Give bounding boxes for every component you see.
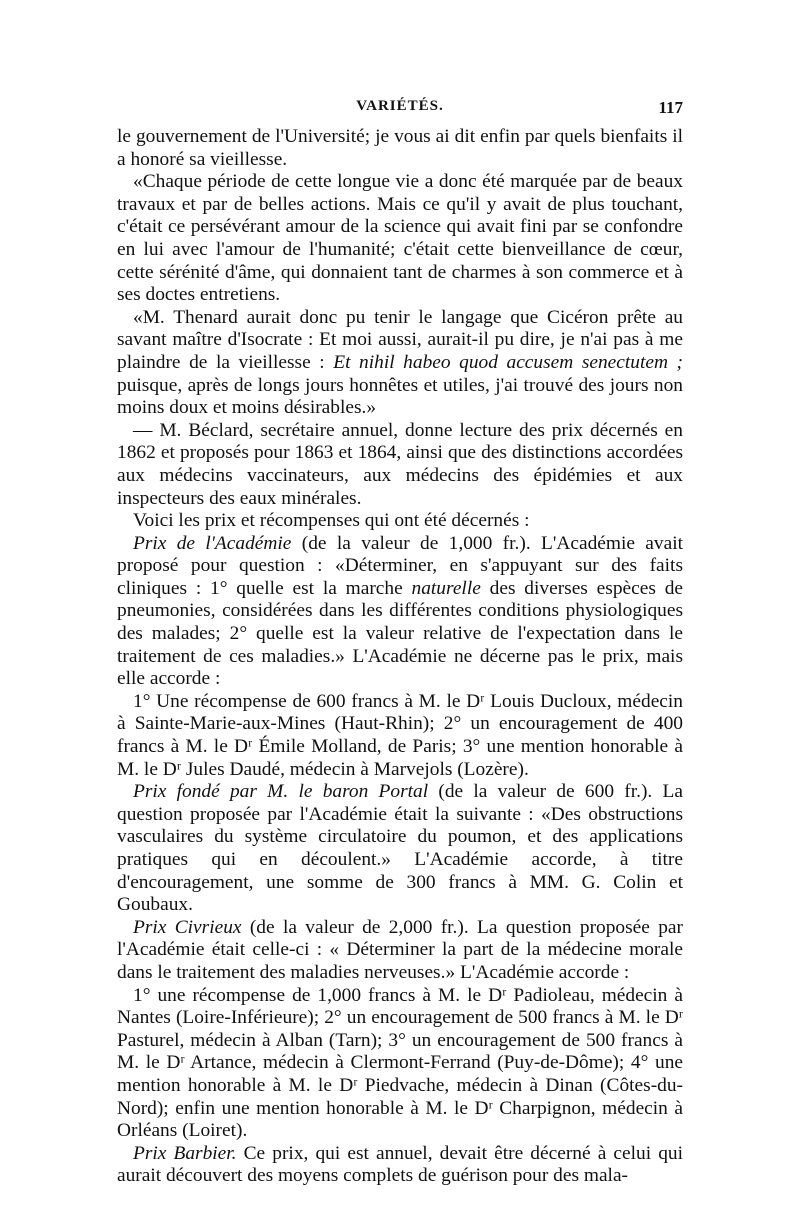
text-run: Voici les prix et récompenses qui ont été décernés : [133,510,530,532]
paragraph [117,781,683,917]
paragraph [117,420,683,510]
text-run: «M. Thenard aurait donc pu tenir le langage que Cicéron prête au savant maître d'Isocrate : Et moi aussi, aurait-il pu dire, je n'ai pas à me plaindre de la vieillesse : [117,306,683,373]
paragraph [117,533,683,691]
page-number: 117 [658,98,683,117]
text-run: le gouvernement de l'Université; je vous ai dit enfin par quels bienfaits il a honoré sa vieillesse. [117,126,683,170]
italic-text: Prix de l'Académie [133,532,292,554]
paragraph [117,307,683,420]
text-run: puisque, après de longs jours honnêtes et utiles, j'ai trouvé des jours non moins doux et moins désirables.» [117,374,683,419]
text-run: des diverses espèces de pneumonies, considérées dans les différentes conditions physiologiques des malades; 2° quelle est la valeur relative de l'expectation dans le traitement de ces maladies.» L'Académie ne décerne pas le prix, mais elle accorde : [117,577,683,690]
text-run: (de la valeur de 600 fr.). La question proposée par l'Académie était la suivante : «Des obstructions vasculaires du système circulatoire du poumon, et des applications pratiques qui en découlent.» L'Académie accorde, à titre d'encouragement, une somme de 300 francs à MM. G. Colin et Goubaux. [117,781,683,916]
italic-text: Et nihil habeo quod accusem senectutem ; [333,351,684,373]
page-header [117,98,683,122]
paragraph [117,917,683,985]
text-run: 1° Une récompense de 600 francs à M. le Dʳ Louis Ducloux, médecin à Sainte-Marie-aux-Mines (Haut-Rhin); 2° un encouragement de 400 francs à M. le Dʳ Émile Molland, de Paris; 3° une mention honorable à M. le Dʳ Jules Daudé, médecin à Marvejols (Lozère). [117,690,683,780]
text-run: — M. Béclard, secrétaire annuel, donne lecture des prix décernés en 1862 et proposés pour 1863 et 1864, ainsi que des distinctions accordées aux médecins vaccinateurs, aux médecins des épidémies et aux inspecteurs des eaux minérales. [117,419,683,509]
paragraph [117,171,683,307]
paragraph [117,985,683,1143]
running-title: VARIÉTÉS. [356,98,444,114]
paragraph [117,691,683,781]
text-run: 1° une récompense de 1,000 francs à M. le Dʳ Padioleau, médecin à Nantes (Loire-Inférieure); 2° un encouragement de 500 francs à M. le Dʳ Pasturel, médecin à Alban (Tarn); 3° un encouragement de 500 francs à M. le Dʳ Artance, médecin à Clermont-Ferrand (Puy-de-Dôme); 4° une mention honorable à M. le Dʳ Piedvache, médecin à Dinan (Côtes-du-Nord); enfin une mention honorable à M. le Dʳ Charpignon, médecin à Orléans (Loiret). [117,984,683,1142]
text-run: «Chaque période de cette longue vie a donc été marquée par de beaux travaux et par de belles actions. Mais ce qu'il y avait de plus touchant, c'était ce persévérant amour de la science qui avait fini par se confondre en lui avec l'amour de l'humanité; c'était cette bienveillance de cœur, cette sérénité d'âme, qui donnaient tant de charmes à son commerce et à ses doctes entretiens. [117,171,683,306]
text-run: (de la valeur de 2,000 fr.). La question proposée par l'Académie était celle-ci : « Déterminer la part de la médecine morale dans le traitement des maladies nerveuses.» L'Académie accorde : [117,916,683,983]
italic-text: naturelle [411,577,481,599]
paragraph [117,126,683,171]
italic-text: Prix Civrieux [133,916,242,938]
italic-text: Prix Barbier. [133,1142,237,1164]
paragraph [117,510,683,533]
text-run: (de la valeur de 1,000 fr.). L'Académie avait proposé pour question : «Déterminer, en s'appuyant sur des faits cliniques : 1° quelle est la marche [117,532,683,599]
paragraph [117,1143,683,1188]
text-run: Ce prix, qui est annuel, devait être décerné à celui qui aurait découvert des moyens complets de guérison pour des mala- [117,1142,683,1187]
italic-text: Prix fondé par M. le baron Portal [133,781,429,803]
body-text [117,126,683,1188]
